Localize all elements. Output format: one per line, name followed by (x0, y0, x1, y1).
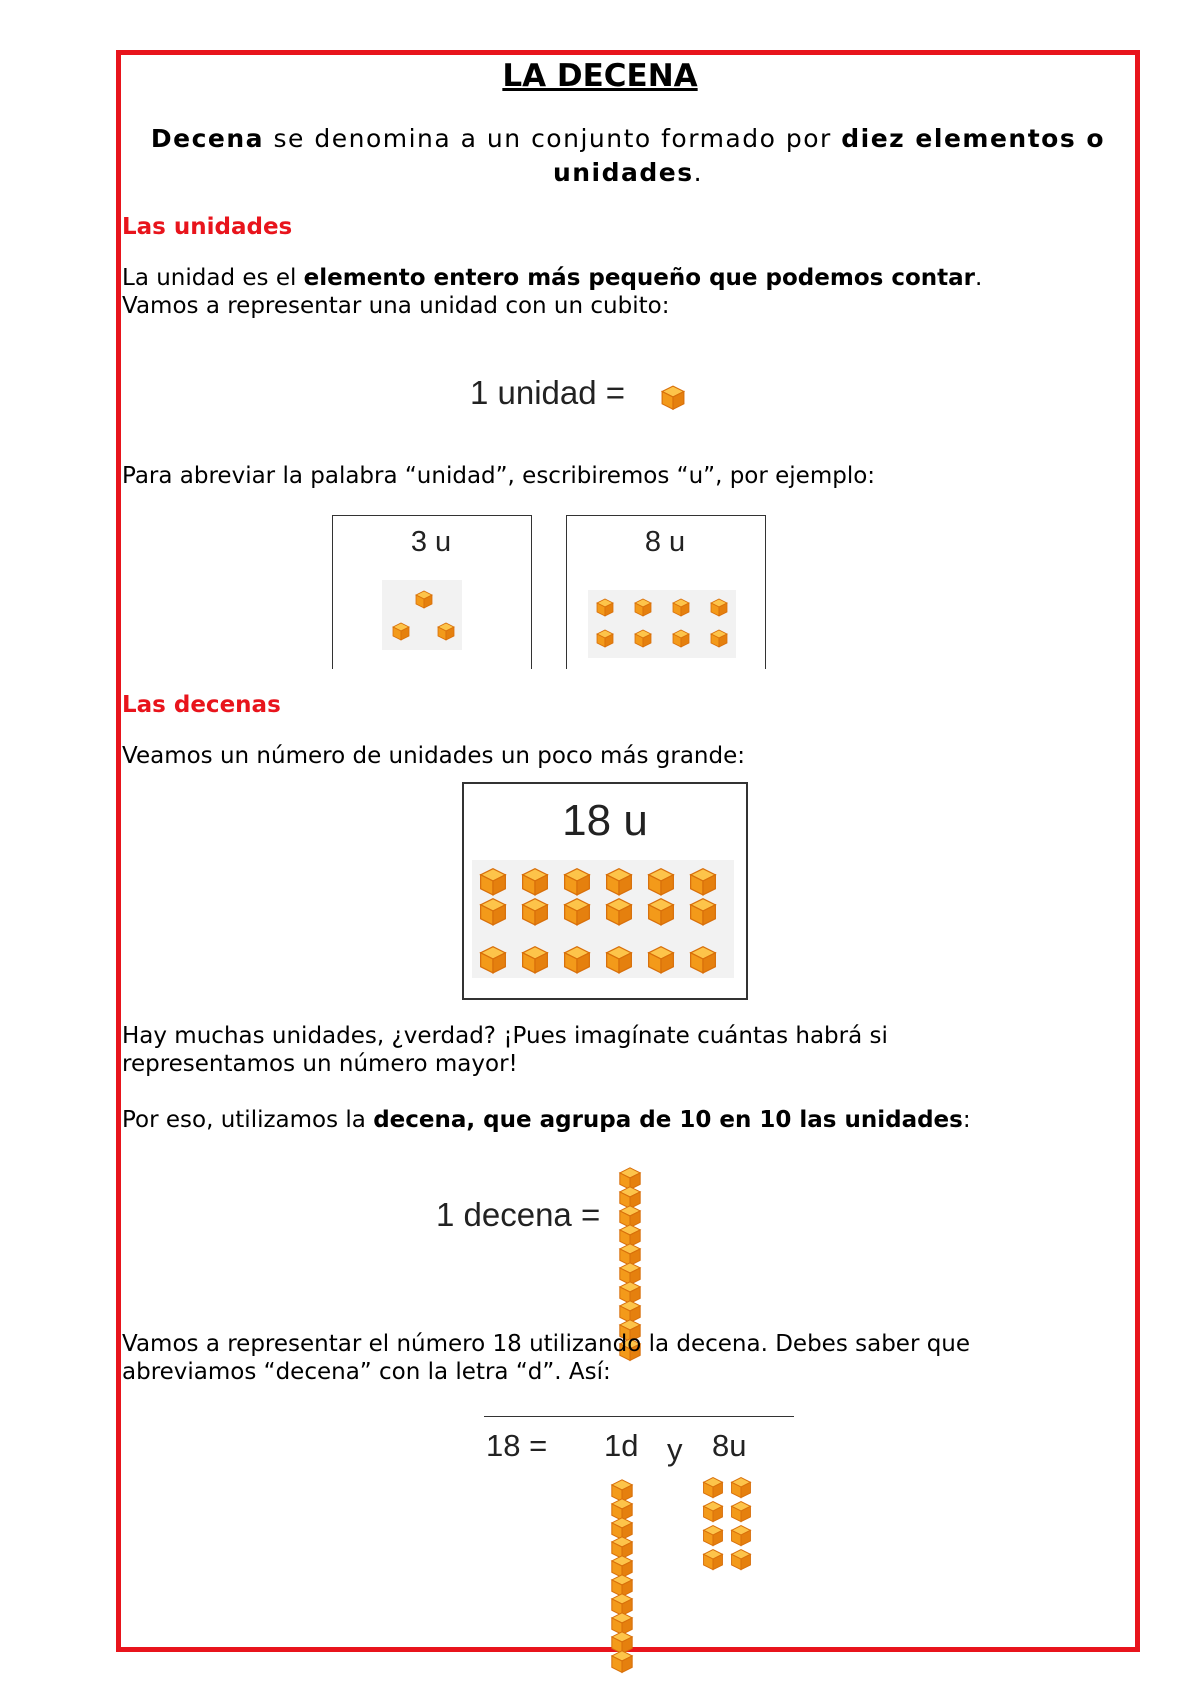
units-paragraph (122, 264, 1122, 320)
final-rule (484, 1416, 794, 1417)
cube-icon (728, 1522, 754, 1548)
units-p1-text: La unidad es el (122, 265, 304, 291)
unit-equation-label: 1 unidad = (470, 374, 626, 411)
cube-icon (644, 894, 678, 928)
final-tens: 1d (604, 1428, 639, 1463)
final-units: 8u (712, 1428, 747, 1463)
cube-icon (518, 894, 552, 928)
example-18u-cubes (472, 860, 734, 978)
cube-icon (708, 627, 730, 649)
cube-icon (700, 1546, 726, 1572)
example-box-8u-label: 8 u (644, 526, 686, 558)
example-box-3u-label: 3 u (410, 526, 452, 558)
units-p2-text: Vamos a representar una unidad con un cubito: (122, 293, 670, 319)
cube-icon (594, 596, 616, 618)
tens-intro-paragraph: Veamos un número de unidades un poco más grande: (122, 743, 745, 769)
cube-icon (518, 942, 552, 976)
final-and: y (667, 1432, 683, 1467)
cube-icon (594, 627, 616, 649)
intro-term: Decena (150, 124, 265, 153)
cube-icon (476, 864, 510, 898)
units-p1-end: . (974, 265, 983, 291)
tens-p2-line2: representamos un número mayor! (122, 1051, 518, 1077)
cube-icon (560, 894, 594, 928)
cube-icon (644, 942, 678, 976)
cube-icon (390, 620, 412, 642)
cube-icon (670, 596, 692, 618)
cube-icon (700, 1474, 726, 1500)
cube-icon (686, 942, 720, 976)
tens-paragraph-3 (122, 1106, 1122, 1134)
intro-emphasis: diez elementos o unidades (552, 124, 1106, 187)
cube-icon (644, 864, 678, 898)
units-p1-bold: elemento entero más pequeño que podemos contar (303, 265, 975, 291)
cube-icon (476, 894, 510, 928)
tens-p2-line1: Hay muchas unidades, ¿verdad? ¡Pues imagínate cuántas habrá si (122, 1023, 888, 1049)
tens-p3-text: Por eso, utilizamos la (122, 1107, 374, 1133)
tens-paragraph-4 (122, 1330, 1122, 1386)
cube-icon (686, 894, 720, 928)
cube-icon (700, 1498, 726, 1524)
cube-icon (602, 894, 636, 928)
cube-icon (728, 1498, 754, 1524)
cube-icon (518, 864, 552, 898)
intro-period: . (693, 158, 704, 187)
cube-icon (728, 1474, 754, 1500)
cube-icon (686, 864, 720, 898)
cube-icon (670, 627, 692, 649)
cube-icon (602, 942, 636, 976)
cube-icon (728, 1546, 754, 1572)
tens-p3-bold: decena, que agrupa de 10 en 10 las unidades (373, 1107, 963, 1133)
cube-icon (700, 1522, 726, 1548)
tens-p3-end: : (962, 1107, 971, 1133)
cube-icon (476, 942, 510, 976)
cube-icon (632, 627, 654, 649)
cube-icon (413, 588, 435, 610)
intro-definition (122, 122, 1134, 190)
example-box-18u-label: 18 u (562, 796, 648, 845)
page-title: LA DECENA (502, 58, 698, 94)
cube-icon (658, 382, 688, 412)
cube-icon (560, 864, 594, 898)
tens-paragraph-2 (122, 1022, 1122, 1078)
tens-p4-line2: abreviamos “decena” con la letra “d”. Así: (122, 1359, 611, 1385)
abbrev-paragraph: Para abreviar la palabra “unidad”, escribiremos “u”, por ejemplo: (122, 463, 876, 489)
heading-units: Las unidades (122, 214, 293, 240)
final-units-cubes (700, 1474, 762, 1578)
cube-icon (608, 1647, 636, 1675)
example-8u-cubes (588, 590, 736, 658)
heading-tens: Las decenas (122, 692, 281, 718)
ten-equation-label: 1 decena = (436, 1196, 601, 1233)
cube-icon (560, 942, 594, 976)
final-number: 18 = (486, 1428, 548, 1463)
cube-icon (632, 596, 654, 618)
cube-icon (602, 864, 636, 898)
cube-icon (435, 620, 457, 642)
tens-p4-line1: Vamos a representar el número 18 utilizando la decena. Debes saber que (122, 1331, 971, 1357)
cube-icon (708, 596, 730, 618)
intro-text: se denomina a un conjunto formado por (264, 124, 842, 153)
